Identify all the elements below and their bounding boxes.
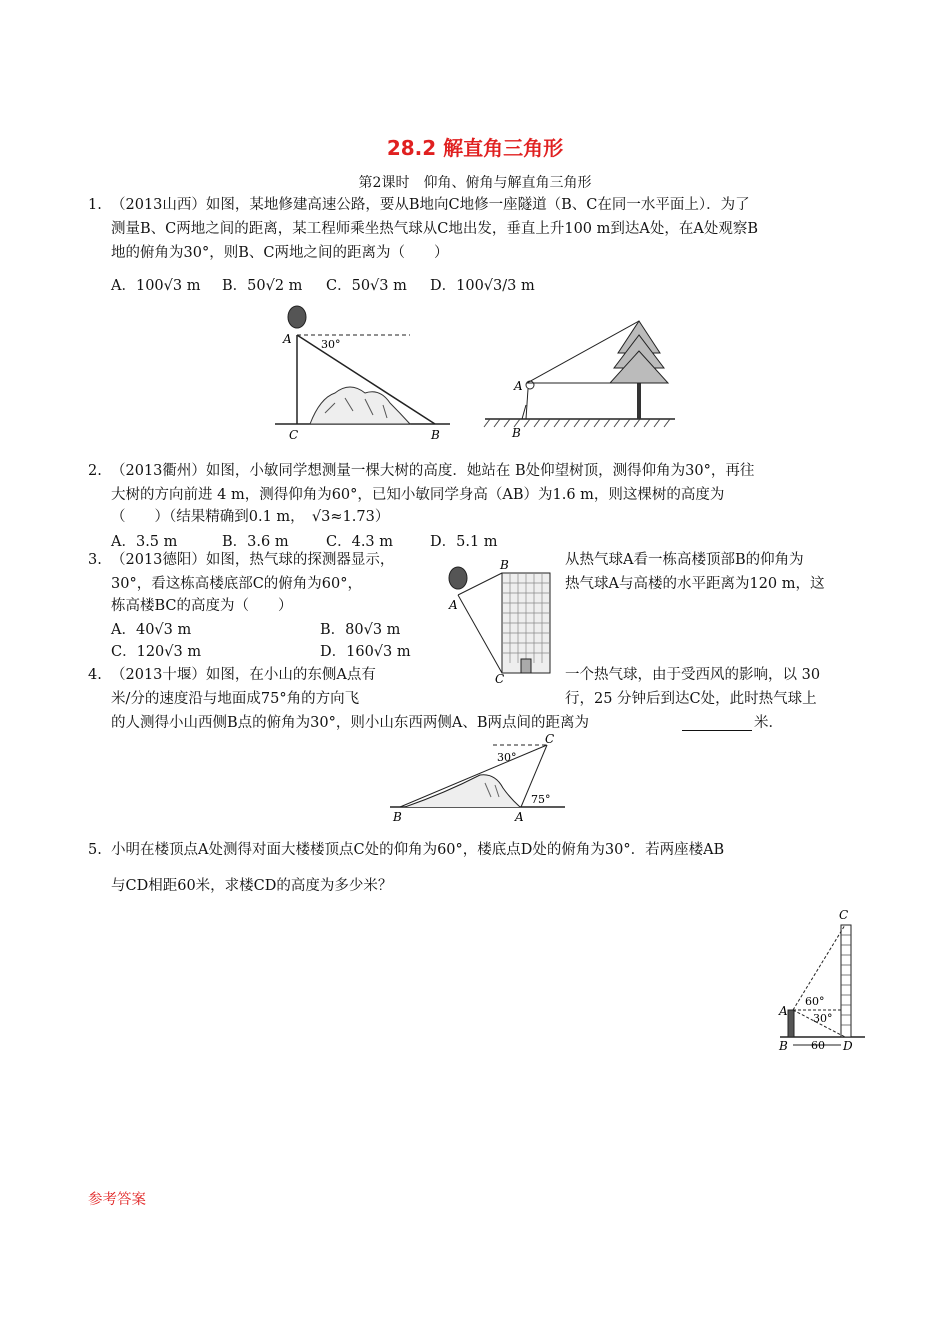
q4-number: 4. bbox=[88, 667, 102, 683]
q4-line3b: 米． bbox=[754, 715, 783, 731]
q2-option-a: A．3.5 m bbox=[111, 534, 178, 550]
q3-line1a: （2013德阳）如图，热气球的探测器显示， bbox=[111, 552, 395, 568]
q4-fig-label-a: A bbox=[515, 810, 524, 823]
page-subtitle: 第2课时 仰角、俯角与解直角三角形 bbox=[358, 175, 592, 191]
q5-fig-label-b: B bbox=[779, 1039, 788, 1053]
q5-fig-label-a: A bbox=[779, 1004, 788, 1018]
q1-option-d: D．100√3/3 m bbox=[430, 278, 535, 294]
q3-line2b: 热气球A与高楼的水平距离为120 m，这 bbox=[565, 576, 825, 592]
q4-line2a: 米/分的速度沿与地面成75°角的方向飞 bbox=[111, 691, 360, 707]
answer-heading: 参考答案 bbox=[88, 1192, 146, 1208]
q3-fig-label-a: A bbox=[449, 598, 458, 612]
q1-line1: （2013山西）如图，某地修建高速公路，要从B地向C地修一座隧道（B、C在同一水平面上）．为了 bbox=[111, 197, 750, 213]
q3-fig-label-c: C bbox=[495, 672, 505, 685]
q5-fig-label-dist: 60 bbox=[811, 1039, 825, 1052]
q2-number: 2. bbox=[88, 463, 102, 479]
q5-fig-label-angle2: 30° bbox=[813, 1012, 833, 1025]
q1-option-c: C．50√3 m bbox=[326, 278, 407, 294]
q2-option-b: B．3.6 m bbox=[222, 534, 289, 550]
q5-line2: 与CD相距60米，求楼CD的高度为多少米？ bbox=[111, 878, 393, 894]
q3-number: 3. bbox=[88, 552, 102, 568]
q2-figure bbox=[480, 313, 680, 443]
q5-fig-label-angle1: 60° bbox=[805, 995, 825, 1008]
q3-option-b: B．80√3 m bbox=[320, 622, 401, 638]
q2-line3: （ ）（结果精确到0.1 m， √3≈1.73） bbox=[111, 509, 390, 525]
q3-option-c: C．120√3 m bbox=[111, 644, 202, 660]
q1-fig-label-angle: 30° bbox=[321, 338, 341, 351]
q3-option-d: D．160√3 m bbox=[320, 644, 411, 660]
q5-number: 5. bbox=[88, 842, 102, 858]
q1-fig-label-c: C bbox=[289, 428, 299, 442]
q1-fig-label-b: B bbox=[431, 428, 440, 442]
q4-answer-blank bbox=[682, 716, 752, 731]
q3-line1b: 从热气球A看一栋高楼顶部B的仰角为 bbox=[565, 552, 804, 568]
q4-fig-label-angle1: 30° bbox=[497, 751, 517, 764]
q5-fig-label-d: D bbox=[843, 1039, 853, 1053]
q3-figure bbox=[440, 555, 555, 685]
q1-number: 1. bbox=[88, 197, 102, 213]
q5-line1: 小明在楼顶点A处测得对面大楼楼顶点C处的仰角为60°，楼底点D处的俯角为30°．若两座楼AB bbox=[111, 842, 725, 858]
q5-figure bbox=[775, 905, 870, 1055]
q2-option-c: C．4.3 m bbox=[326, 534, 394, 550]
q2-line1: （2013衢州）如图，小敏同学想测量一棵大树的高度．她站在 B处仰望树顶，测得仰角为30°，再往 bbox=[111, 463, 755, 479]
q4-fig-label-c: C bbox=[545, 733, 555, 746]
q5-fig-label-c: C bbox=[839, 908, 849, 922]
q2-fig-label-a: A bbox=[514, 379, 523, 393]
q4-fig-label-angle2: 75° bbox=[531, 793, 551, 806]
q3-fig-label-b: B bbox=[500, 558, 509, 572]
q4-line3a: 的人测得小山西侧B点的俯角为30°，则小山东西两侧A、B两点间的距离为 bbox=[111, 715, 589, 731]
q2-fig-label-b: B bbox=[512, 426, 521, 440]
q4-fig-label-b: B bbox=[393, 810, 402, 823]
q1-figure bbox=[275, 303, 455, 443]
q4-line2b: 行，25 分钟后到达C处，此时热气球上 bbox=[565, 691, 817, 707]
page-title: 28.2 解直角三角形 bbox=[386, 136, 564, 160]
q2-line2: 大树的方向前进 4 m，测得仰角为60°，已知小敏同学身高（AB）为1.6 m，则这棵树的高度为 bbox=[111, 487, 725, 503]
q3-line2a: 30°，看这栋高楼底部C的俯角为60°， bbox=[111, 576, 362, 592]
q1-option-b: B．50√2 m bbox=[222, 278, 303, 294]
q4-figure bbox=[385, 733, 575, 823]
q4-line1b: 一个热气球，由于受西风的影响，以 30 bbox=[565, 667, 821, 683]
q1-option-a: A．100√3 m bbox=[111, 278, 201, 294]
q2-option-d: D．5.1 m bbox=[430, 534, 498, 550]
q1-fig-label-a: A bbox=[283, 332, 292, 346]
q4-line1a: （2013十堰）如图，在小山的东侧A点有 bbox=[111, 667, 376, 683]
q1-line2: 测量B、C两地之间的距离，某工程师乘坐热气球从C地出发，垂直上升100 m到达A处，在A处观察B bbox=[111, 221, 758, 237]
q1-line3: 地的俯角为30°，则B、C两地之间的距离为（ ） bbox=[111, 245, 449, 261]
q3-option-a: A．40√3 m bbox=[111, 622, 192, 638]
q3-line3: 栋高楼BC的高度为（ ） bbox=[111, 598, 293, 614]
